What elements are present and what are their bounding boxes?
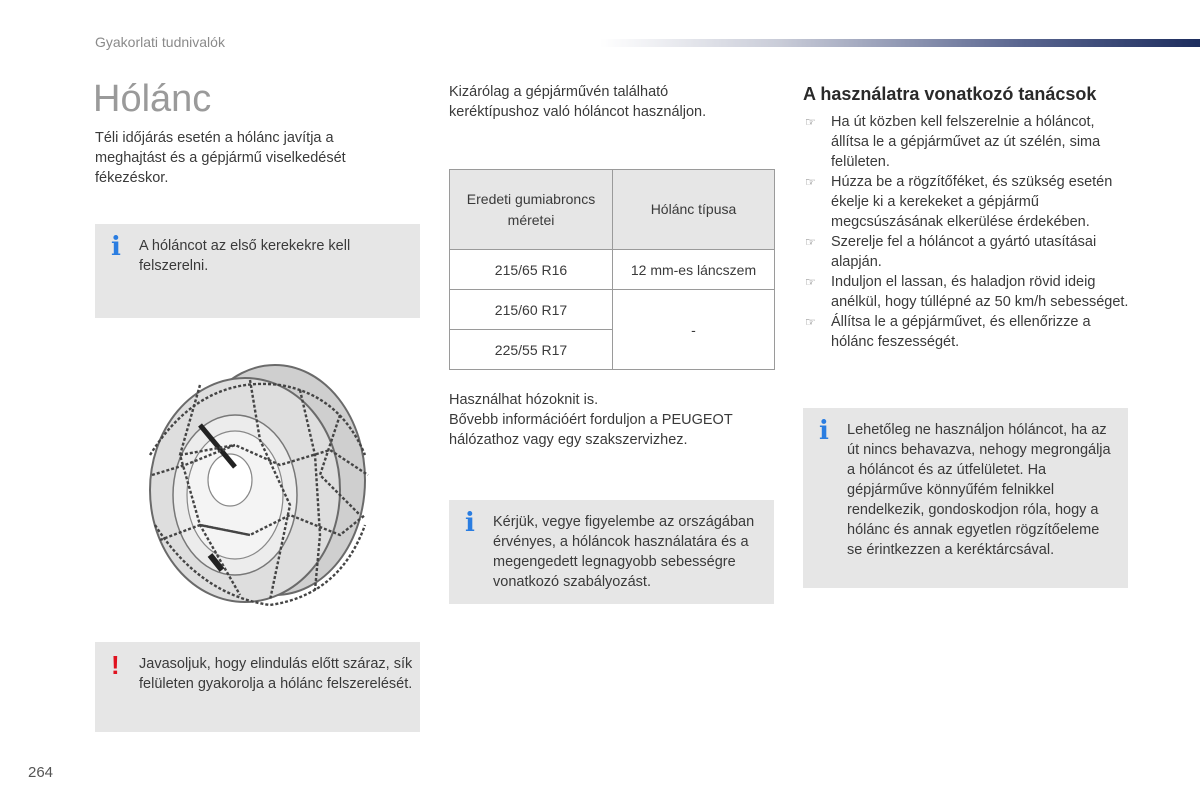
info-icon: i bbox=[819, 416, 829, 446]
tip-text: Induljon el lassan, és haladjon rövid ideig anélkül, hogy túllépné az 50 km/h sebességet. bbox=[831, 274, 1129, 310]
pointing-hand-icon: ☞ bbox=[805, 175, 816, 189]
list-item bbox=[803, 112, 1133, 172]
tip-text: Húzza be a rögzítőféket, és szükség esetén ékelje ki a kerekeket a gépjármű megcsúszásának elkerülése érdekében. bbox=[831, 174, 1113, 230]
info-icon: i bbox=[465, 508, 475, 538]
table-row bbox=[450, 250, 775, 290]
list-item bbox=[803, 272, 1133, 312]
info-box-text: A hóláncot az első kerekekre kell felszerelni. bbox=[139, 238, 351, 274]
chain-type-paragraph: Kizárólag a gépjárművén található keréktípushoz való hóláncot használjon. bbox=[449, 84, 707, 120]
pointing-hand-icon: ☞ bbox=[805, 115, 816, 129]
tip-text: Ha út közben kell felszerelnie a hóláncot, állítsa le a gépjárművet az út szélén, sima felületen. bbox=[831, 114, 1101, 170]
warning-icon: ! bbox=[111, 650, 120, 680]
table-header-tire-size: Eredeti gumiabroncs méretei bbox=[450, 170, 613, 250]
section-header-label: Gyakorlati tudnivalók bbox=[95, 34, 225, 50]
pointing-hand-icon: ☞ bbox=[805, 235, 816, 249]
list-item bbox=[803, 232, 1133, 272]
peugeot-network-line: Bővebb információért forduljon a PEUGEOT hálózathoz vagy egy szakszervizhez. bbox=[449, 412, 733, 448]
info-box-avoid-use bbox=[803, 408, 1128, 588]
table-cell-chain-type: - bbox=[613, 290, 775, 370]
info-box-text: Lehetőleg ne használjon hóláncot, ha az út nincs behavazva, nehogy megrongálja a hóláncot és az útfelületet. Ha gépjárműve könnyűfém felnikkel rendelkezik, gondoskodjon róla, hogy a hólánc és annak egyetlen rögzítőeleme se érintkezzen a keréktárcsával. bbox=[847, 422, 1111, 558]
usage-tips-heading: A használatra vonatkozó tanácsok bbox=[803, 84, 1097, 104]
table-cell-tire-size: 225/55 R17 bbox=[450, 330, 613, 370]
list-item bbox=[803, 312, 1133, 352]
table-header-row bbox=[450, 170, 775, 250]
info-box-text: Kérjük, vegye figyelembe az országában érvényes, a hóláncok használatára és a megengedett legnagyobb sebességre vonatkozó szabályozást. bbox=[493, 514, 755, 590]
usage-tips-list bbox=[803, 112, 1133, 352]
pointing-hand-icon: ☞ bbox=[805, 315, 816, 329]
header-decoration-bar bbox=[600, 39, 1200, 47]
info-icon: i bbox=[111, 232, 121, 262]
warning-box-text: Javasoljuk, hogy elindulás előtt száraz, sík felületen gyakorolja a hólánc felszerelését. bbox=[139, 656, 413, 692]
chain-size-table bbox=[449, 169, 775, 370]
table-cell-chain-type: 12 mm-es láncszem bbox=[613, 250, 775, 290]
pointing-hand-icon: ☞ bbox=[805, 275, 816, 289]
page-title: Hólánc bbox=[93, 78, 212, 120]
info-box-regulations bbox=[449, 500, 774, 604]
tip-text: Állítsa le a gépjárművet, és ellenőrizze a hólánc feszességét. bbox=[831, 314, 1091, 350]
table-row bbox=[450, 290, 775, 330]
table-cell-tire-size: 215/60 R17 bbox=[450, 290, 613, 330]
tip-text: Szerelje fel a hóláncot a gyártó utasításai alapján. bbox=[831, 234, 1097, 270]
table-header-chain-type: Hólánc típusa bbox=[613, 170, 775, 250]
snow-socks-note bbox=[449, 390, 769, 450]
info-box-front-wheels bbox=[95, 224, 420, 318]
page-number: 264 bbox=[28, 764, 54, 781]
warning-box-practice bbox=[95, 642, 420, 732]
table-cell-tire-size: 215/65 R16 bbox=[450, 250, 613, 290]
tire-with-snow-chain-illustration bbox=[140, 355, 380, 615]
intro-paragraph: Téli időjárás esetén a hólánc javítja a meghajtást és a gépjármű viselkedését fékezéskor. bbox=[95, 130, 346, 186]
snow-socks-line: Használhat hózoknit is. bbox=[449, 392, 599, 408]
list-item bbox=[803, 172, 1133, 232]
